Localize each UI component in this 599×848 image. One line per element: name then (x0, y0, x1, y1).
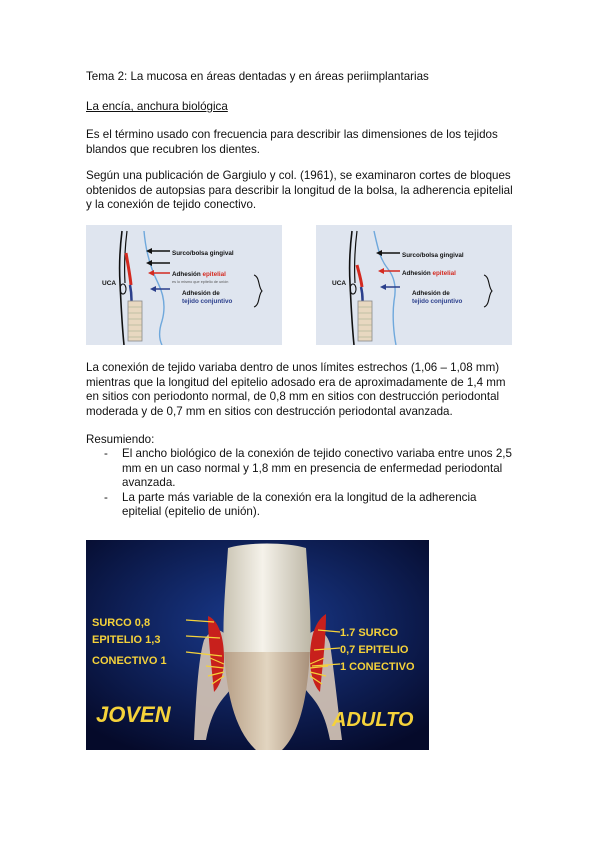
paragraph-measurements: La conexión de tejido variaba dentro de unos límites estrechos (1,06 – 1,08 mm) mientras que la longitud del epitelio adosado era de aproximadamente de 1,4 mm en sitios con periodonto normal, de 0,8 mm en sitios con destrucción periodontal moderada y de 0,7 mm en sitios con destrucción periodontal avanzada. (86, 361, 506, 418)
paragraph-gargiulo: Según una publicación de Gargiulo y col. (1961), se examinaron cortes de bloques obtenidos de autopsias para describir la longitud de la bolsa, la adherencia epitelial y la conexión de tejido conectivo. (86, 169, 513, 212)
left-surco-label: SURCO 0,8 (92, 617, 151, 629)
resumen-label: Resumiendo: (86, 433, 155, 446)
adulto-label: ADULTO (332, 709, 414, 731)
right-epitelio-label: 0,7 EPITELIO (340, 644, 409, 656)
tejido-label-1: Adhesión de (182, 290, 220, 297)
surco-label: Surco/bolsa gingival (402, 252, 464, 259)
left-conectivo-label: CONECTIVO 1 (92, 655, 167, 667)
adhesion-epitelial-label: Adhesión epitelial (402, 270, 456, 277)
biologic-width-diagram-right (316, 225, 512, 345)
epitelio-union-note: es lo mismo que epitelio de unión (172, 280, 229, 284)
document-title: Tema 2: La mucosa en áreas dentadas y en áreas periimplantarias (86, 70, 429, 83)
uca-label: UCA (332, 280, 347, 287)
left-epitelio-label: EPITELIO 1,3 (92, 634, 161, 646)
uca-label: UCA (102, 280, 117, 287)
right-conectivo-label: 1 CONECTIVO (340, 661, 415, 673)
paragraph-definition: Es el término usado con frecuencia para describir las dimensiones de los tejidos blandos que recubren los dientes. (86, 128, 498, 156)
biologic-width-diagram-left (86, 225, 282, 345)
section-heading: La encía, anchura biológica (86, 100, 228, 113)
tejido-label-2: tejido conjuntivo (412, 298, 463, 305)
adhesion-epitelial-label: Adhesión epitelial (172, 271, 226, 278)
surco-label: Surco/bolsa gingival (172, 250, 234, 257)
summary-list (86, 447, 516, 520)
tooth-comparison-photo (86, 540, 429, 750)
list-item: - El ancho biológico de la conexión de tejido conectivo variaba entre unos 2,5 mm en un caso normal y 1,8 mm en presencia de enfermedad periodontal avanzada. (104, 447, 512, 490)
tooth-crown (223, 544, 310, 653)
joven-label: JOVEN (96, 702, 171, 727)
right-surco-label: 1.7 SURCO (340, 627, 399, 639)
tejido-label-1: Adhesión de (412, 290, 450, 297)
list-item: - La parte más variable de la conexión era la longitud de la adherencia epitelial (epitelio de unión). (104, 490, 477, 519)
tejido-label-2: tejido conjuntivo (182, 298, 233, 305)
